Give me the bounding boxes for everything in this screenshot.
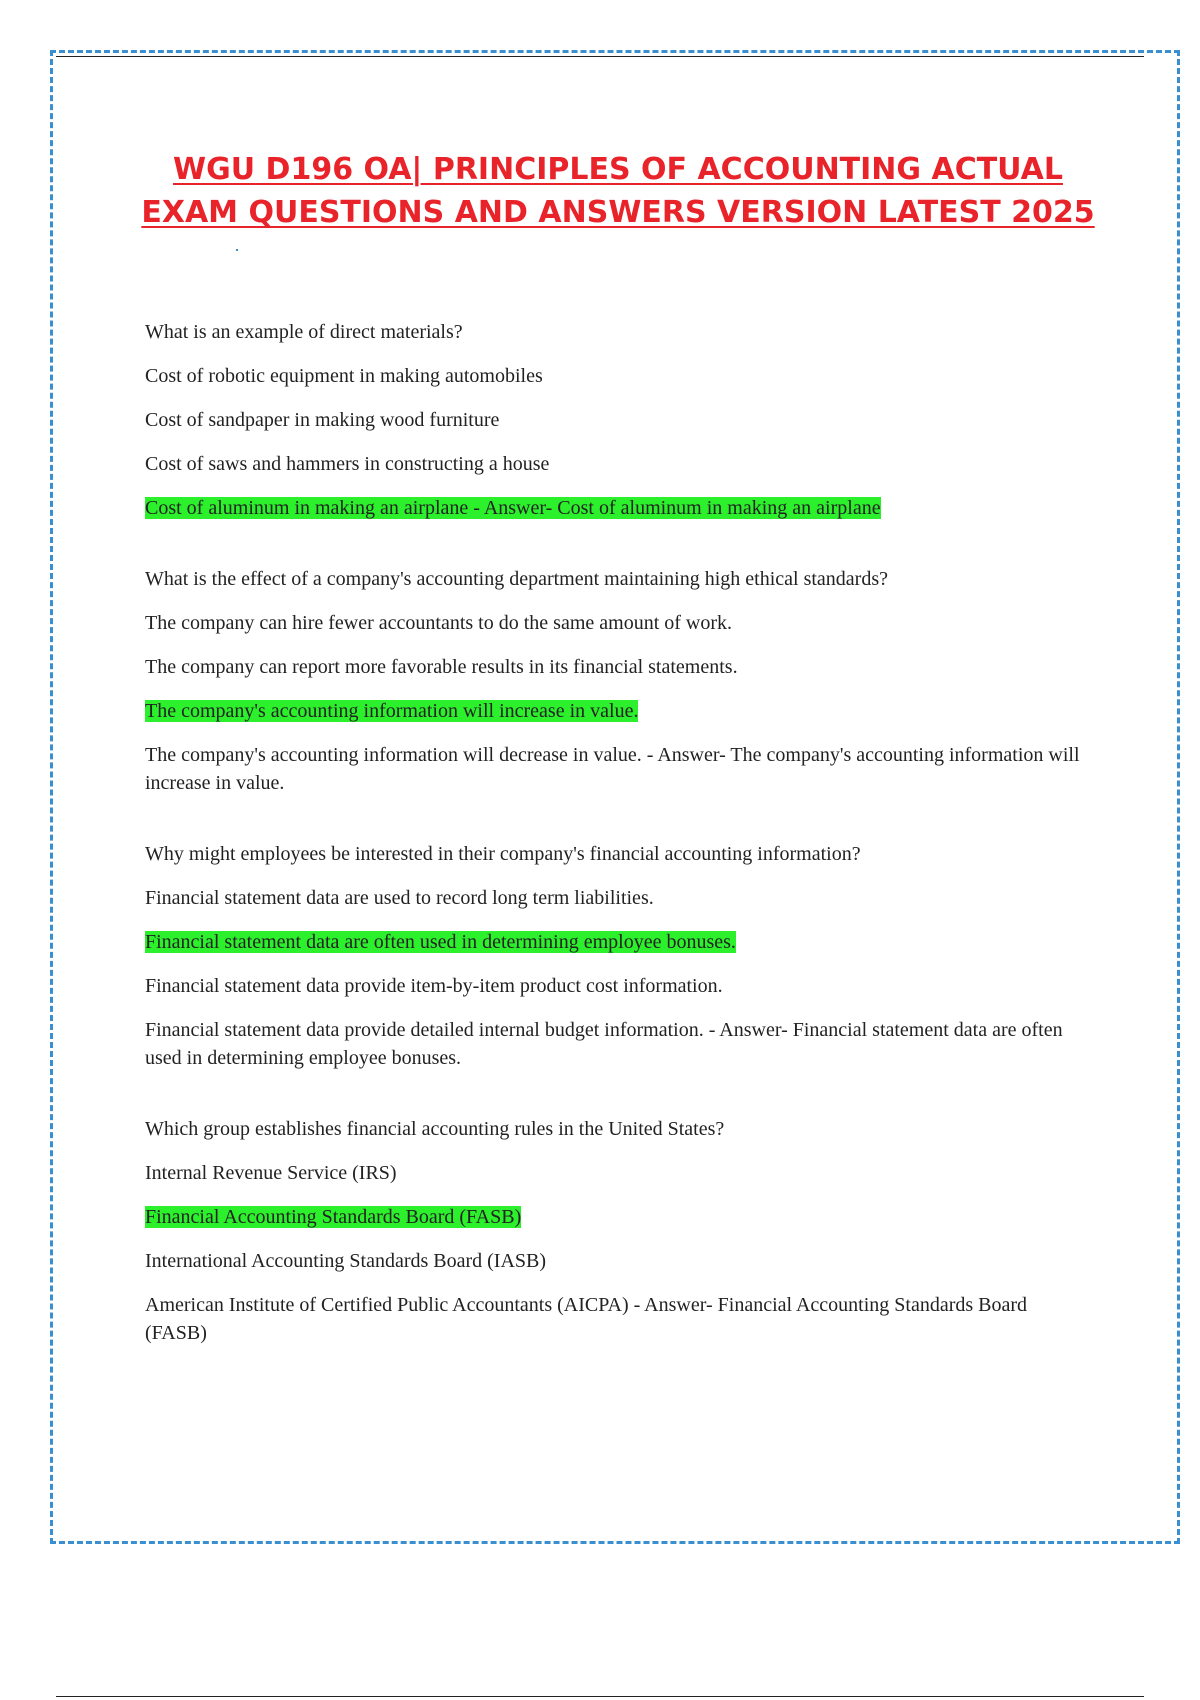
document-title-line-2: EXAM QUESTIONS AND ANSWERS VERSION LATEST 2025 bbox=[141, 195, 1095, 230]
question-block-2 bbox=[145, 565, 1085, 797]
footer-rule bbox=[56, 1696, 1144, 1697]
correct-answer-highlight: Cost of aluminum in making an airplane - Answer- Cost of aluminum in making an airplane bbox=[145, 497, 881, 519]
correct-answer-option bbox=[145, 928, 1085, 956]
question-block-3 bbox=[145, 840, 1085, 1072]
question-text: What is an example of direct materials? bbox=[145, 321, 463, 343]
answer-option-with-key: The company's accounting information will decrease in value. - Answer- The company's accounting information will increase in value. bbox=[145, 744, 1080, 794]
header-rule bbox=[56, 56, 1144, 57]
answer-option-with-key: Financial statement data provide detailed internal budget information. - Answer- Financial statement data are often used in determining employee bonuses. bbox=[145, 1019, 1063, 1069]
answer-option: The company can hire fewer accountants to do the same amount of work. bbox=[145, 612, 733, 634]
answer-option: Financial statement data are used to record long term liabilities. bbox=[145, 887, 654, 909]
correct-answer-option bbox=[145, 1203, 1085, 1231]
correct-answer-option bbox=[145, 494, 1085, 522]
answer-option: The company can report more favorable results in its financial statements. bbox=[145, 656, 738, 678]
answer-option: Internal Revenue Service (IRS) bbox=[145, 1162, 397, 1184]
question-block-1 bbox=[145, 318, 1085, 522]
question-block-4 bbox=[145, 1115, 1085, 1347]
correct-answer-highlight: The company's accounting information will increase in value. bbox=[145, 700, 639, 722]
question-text: Which group establishes financial accounting rules in the United States? bbox=[145, 1118, 725, 1140]
question-text: Why might employees be interested in their company's financial accounting information? bbox=[145, 843, 861, 865]
answer-option: Cost of robotic equipment in making automobiles bbox=[145, 365, 543, 387]
correct-answer-option bbox=[145, 697, 1085, 725]
questions-list bbox=[145, 318, 1085, 1390]
answer-option-with-key: American Institute of Certified Public Accountants (AICPA) - Answer- Financial Accounting Standards Board (FASB) bbox=[145, 1294, 1028, 1344]
answer-option: Cost of sandpaper in making wood furniture bbox=[145, 409, 500, 431]
answer-option: Cost of saws and hammers in constructing a house bbox=[145, 453, 550, 475]
correct-answer-highlight: Financial Accounting Standards Board (FASB) bbox=[145, 1206, 522, 1228]
document-title bbox=[60, 148, 1176, 234]
correct-answer-highlight: Financial statement data are often used in determining employee bonuses. bbox=[145, 931, 736, 953]
answer-option: International Accounting Standards Board (IASB) bbox=[145, 1250, 547, 1272]
document-title-line-1: WGU D196 OA| PRINCIPLES OF ACCOUNTING ACTUAL bbox=[173, 152, 1063, 187]
decorative-dot bbox=[236, 249, 238, 251]
answer-option: Financial statement data provide item-by-item product cost information. bbox=[145, 975, 723, 997]
question-text: What is the effect of a company's accounting department maintaining high ethical standards? bbox=[145, 568, 888, 590]
